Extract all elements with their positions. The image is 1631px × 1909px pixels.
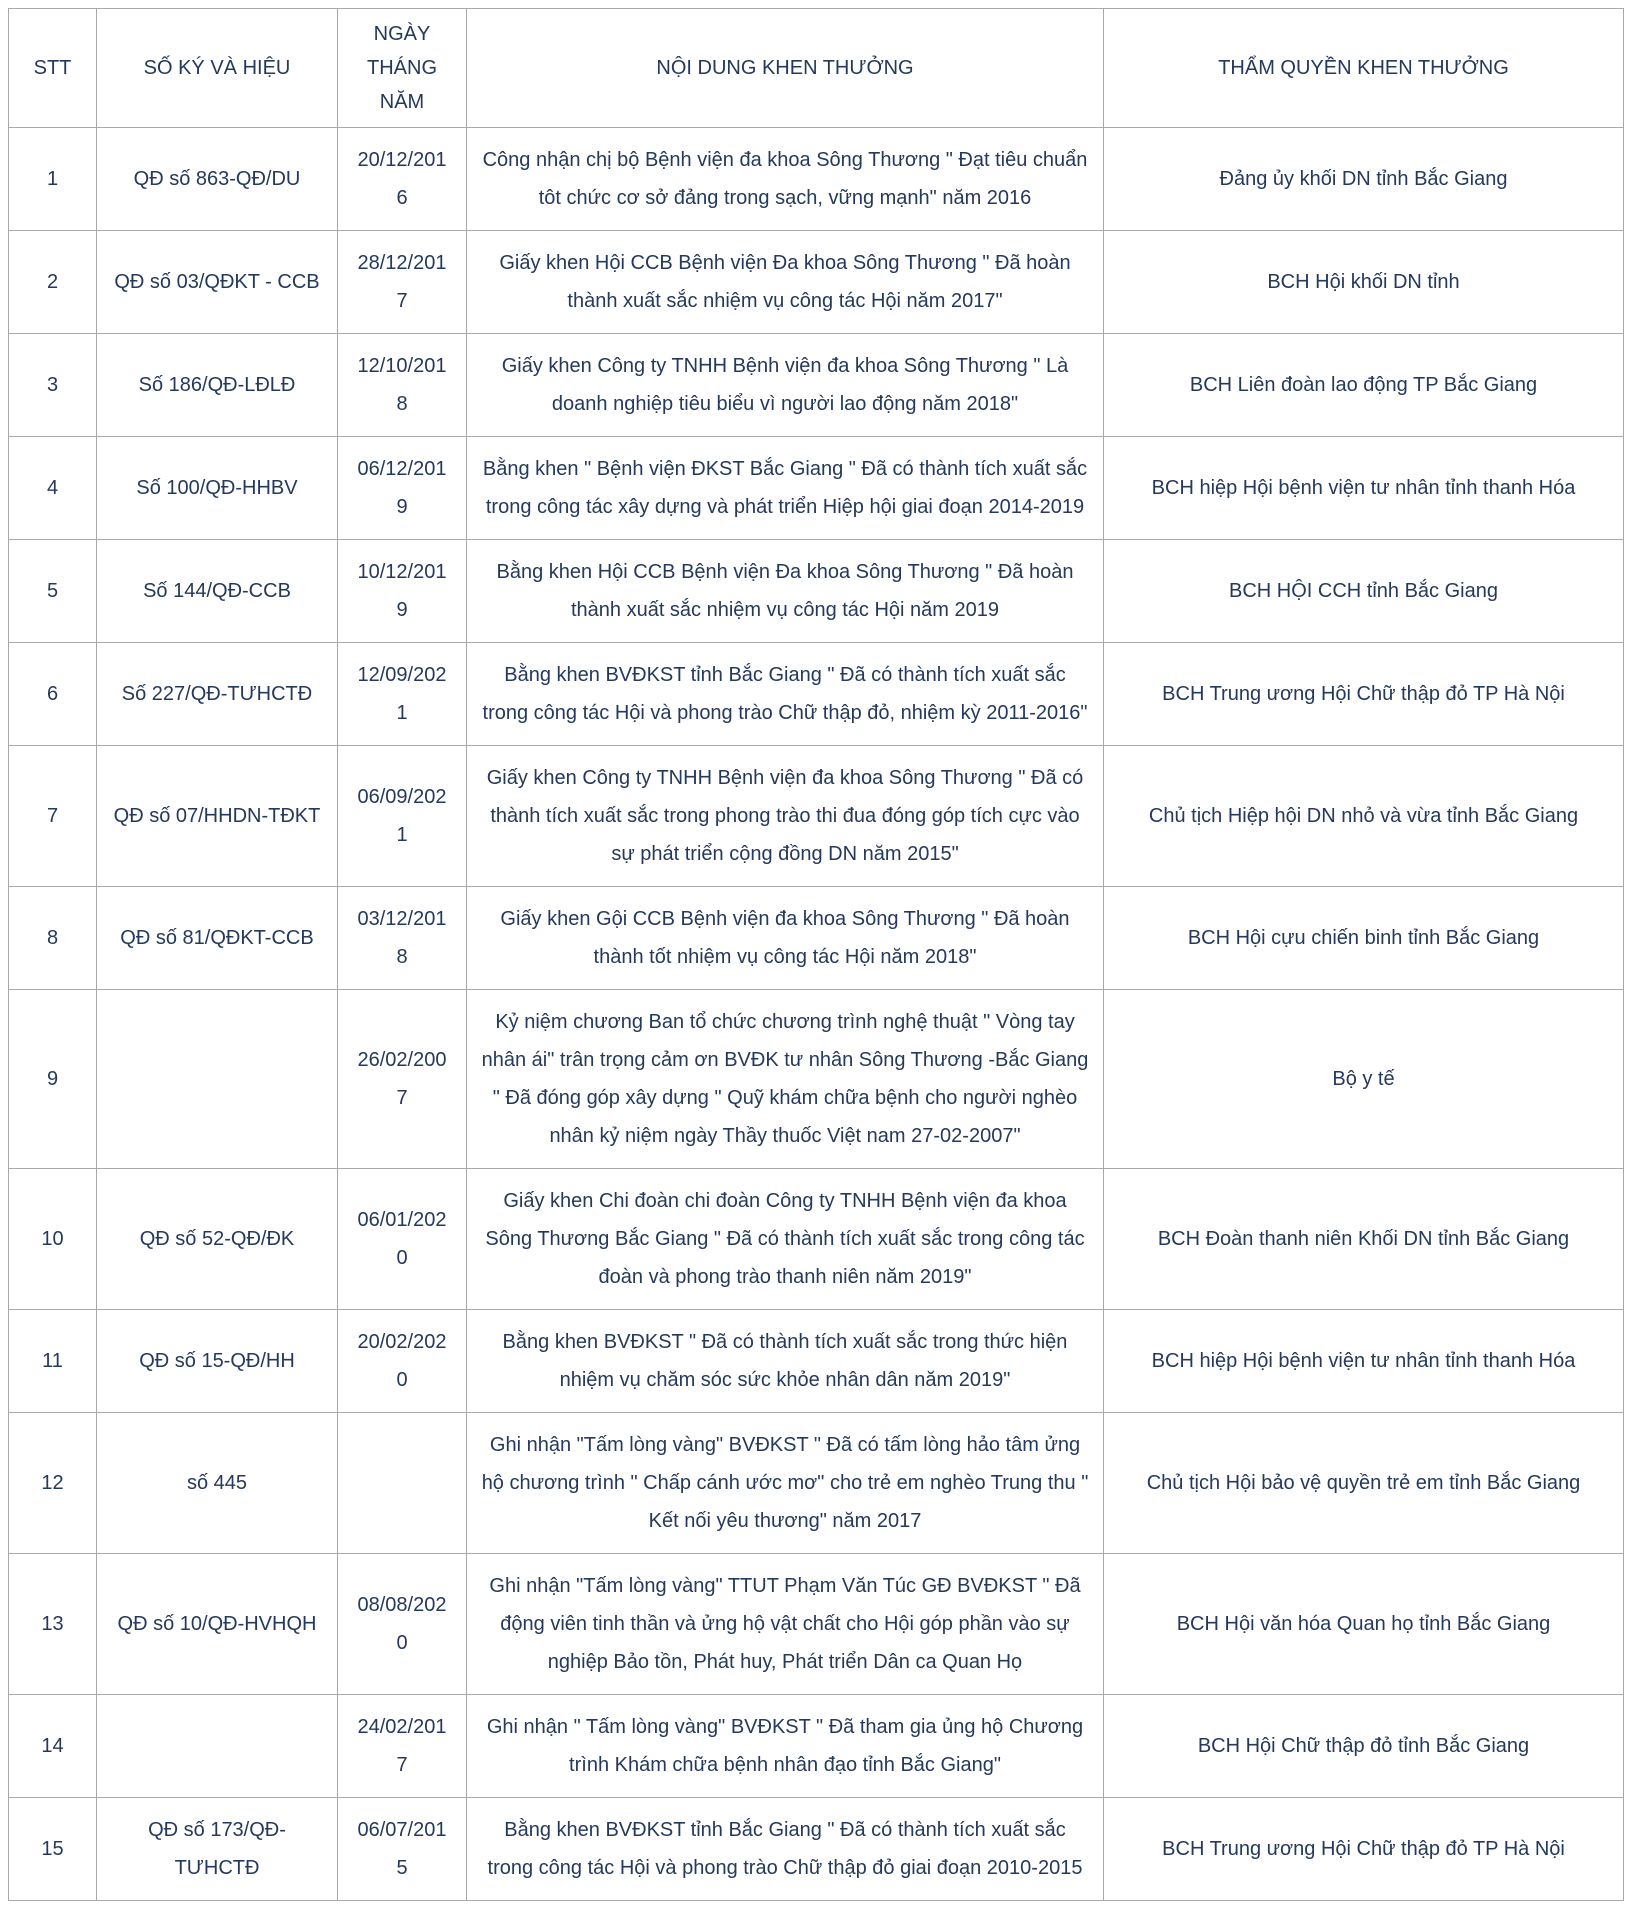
cell-so-ky-va-hieu: QĐ số 863-QĐ/DU	[97, 128, 338, 231]
cell-stt: 7	[9, 746, 97, 887]
cell-stt: 15	[9, 1798, 97, 1901]
cell-tham-quyen-khen-thuong: BCH Liên đoàn lao động TP Bắc Giang	[1104, 334, 1624, 437]
table-row	[9, 1310, 1624, 1413]
cell-stt: 9	[9, 990, 97, 1169]
table-row	[9, 128, 1624, 231]
table-row	[9, 437, 1624, 540]
table-header-row	[9, 9, 1624, 128]
cell-ngay-thang-nam: 03/12/2018	[338, 887, 467, 990]
cell-so-ky-va-hieu: QĐ số 03/QĐKT - CCB	[97, 231, 338, 334]
cell-so-ky-va-hieu: Số 100/QĐ-HHBV	[97, 437, 338, 540]
column-header-stt: STT	[9, 9, 97, 128]
cell-tham-quyen-khen-thuong: BCH Trung ương Hội Chữ thập đỏ TP Hà Nội	[1104, 1798, 1624, 1901]
table-row	[9, 540, 1624, 643]
cell-ngay-thang-nam: 12/10/2018	[338, 334, 467, 437]
cell-tham-quyen-khen-thuong: Bộ y tế	[1104, 990, 1624, 1169]
cell-ngay-thang-nam: 06/12/2019	[338, 437, 467, 540]
table-row	[9, 334, 1624, 437]
table-row	[9, 1413, 1624, 1554]
cell-so-ky-va-hieu: số 445	[97, 1413, 338, 1554]
cell-so-ky-va-hieu: Số 144/QĐ-CCB	[97, 540, 338, 643]
cell-tham-quyen-khen-thuong: Chủ tịch Hiệp hội DN nhỏ và vừa tỉnh Bắc Giang	[1104, 746, 1624, 887]
column-header-ngay-thang-nam: NGÀY THÁNG NĂM	[338, 9, 467, 128]
table-row	[9, 1798, 1624, 1901]
cell-noi-dung-khen-thuong: Giấy khen Công ty TNHH Bệnh viện đa khoa Sông Thương " Là doanh nghiệp tiêu biểu vì người lao động năm 2018"	[467, 334, 1104, 437]
cell-noi-dung-khen-thuong: Bằng khen Hội CCB Bệnh viện Đa khoa Sông Thương " Đã hoàn thành xuất sắc nhiệm vụ công tác Hội năm 2019	[467, 540, 1104, 643]
cell-ngay-thang-nam: 12/09/2021	[338, 643, 467, 746]
cell-noi-dung-khen-thuong: Bằng khen BVĐKST " Đã có thành tích xuất sắc trong thức hiện nhiệm vụ chăm sóc sức khỏe nhân dân năm 2019"	[467, 1310, 1104, 1413]
cell-ngay-thang-nam: 08/08/2020	[338, 1554, 467, 1695]
cell-noi-dung-khen-thuong: Bằng khen " Bệnh viện ĐKST Bắc Giang " Đã có thành tích xuất sắc trong công tác xây dựng và phát triển Hiệp hội giai đoạn 2014-2019	[467, 437, 1104, 540]
cell-stt: 4	[9, 437, 97, 540]
cell-stt: 13	[9, 1554, 97, 1695]
cell-stt: 12	[9, 1413, 97, 1554]
cell-noi-dung-khen-thuong: Bằng khen BVĐKST tỉnh Bắc Giang " Đã có thành tích xuất sắc trong công tác Hội và phong trào Chữ thập đỏ, nhiệm kỳ 2011-2016"	[467, 643, 1104, 746]
cell-so-ky-va-hieu: QĐ số 173/QĐ-TƯHCTĐ	[97, 1798, 338, 1901]
cell-so-ky-va-hieu: QĐ số 15-QĐ/HH	[97, 1310, 338, 1413]
cell-stt: 11	[9, 1310, 97, 1413]
cell-stt: 14	[9, 1695, 97, 1798]
cell-ngay-thang-nam: 06/07/2015	[338, 1798, 467, 1901]
cell-noi-dung-khen-thuong: Kỷ niệm chương Ban tổ chức chương trình nghệ thuật " Vòng tay nhân ái" trân trọng cảm ơn BVĐK tư nhân Sông Thương -Bắc Giang " Đã đóng góp xây dựng " Quỹ khám chữa bệnh cho người nghèo nhân kỷ niệm ngày Thầy thuốc Việt nam 27-02-2007"	[467, 990, 1104, 1169]
cell-stt: 8	[9, 887, 97, 990]
cell-ngay-thang-nam: 06/09/2021	[338, 746, 467, 887]
cell-tham-quyen-khen-thuong: BCH hiệp Hội bệnh viện tư nhân tỉnh thanh Hóa	[1104, 1310, 1624, 1413]
table-row	[9, 990, 1624, 1169]
column-header-tham-quyen-khen-thuong: THẨM QUYỀN KHEN THƯỞNG	[1104, 9, 1624, 128]
cell-ngay-thang-nam: 26/02/2007	[338, 990, 467, 1169]
cell-ngay-thang-nam: 20/02/2020	[338, 1310, 467, 1413]
cell-stt: 10	[9, 1169, 97, 1310]
cell-ngay-thang-nam: 06/01/2020	[338, 1169, 467, 1310]
cell-noi-dung-khen-thuong: Ghi nhận "Tấm lòng vàng" BVĐKST " Đã có tấm lòng hảo tâm ửng hộ chương trình " Chấp cánh ước mơ" cho trẻ em nghèo Trung thu " Kết nối yêu thương" năm 2017	[467, 1413, 1104, 1554]
cell-noi-dung-khen-thuong: Giấy khen Công ty TNHH Bệnh viện đa khoa Sông Thương " Đã có thành tích xuất sắc trong phong trào thi đua đóng góp tích cực vào sự phát triển cộng đồng DN năm 2015"	[467, 746, 1104, 887]
cell-tham-quyen-khen-thuong: BCH Hội Chữ thập đỏ tỉnh Bắc Giang	[1104, 1695, 1624, 1798]
column-header-noi-dung-khen-thuong: NỘI DUNG KHEN THƯỞNG	[467, 9, 1104, 128]
cell-tham-quyen-khen-thuong: BCH Hội văn hóa Quan họ tỉnh Bắc Giang	[1104, 1554, 1624, 1695]
table-row	[9, 1554, 1624, 1695]
cell-tham-quyen-khen-thuong: Đảng ủy khối DN tỉnh Bắc Giang	[1104, 128, 1624, 231]
cell-tham-quyen-khen-thuong: BCH Hội cựu chiến binh tỉnh Bắc Giang	[1104, 887, 1624, 990]
cell-so-ky-va-hieu	[97, 990, 338, 1169]
cell-tham-quyen-khen-thuong: BCH HỘI CCH tỉnh Bắc Giang	[1104, 540, 1624, 643]
cell-so-ky-va-hieu: QĐ số 81/QĐKT-CCB	[97, 887, 338, 990]
cell-ngay-thang-nam: 28/12/2017	[338, 231, 467, 334]
cell-noi-dung-khen-thuong: Ghi nhận " Tấm lòng vàng" BVĐKST " Đã tham gia ủng hộ Chương trình Khám chữa bệnh nhân đạo tỉnh Bắc Giang"	[467, 1695, 1104, 1798]
cell-noi-dung-khen-thuong: Giấy khen Gội CCB Bệnh viện đa khoa Sông Thương " Đã hoàn thành tốt nhiệm vụ công tác Hội năm 2018"	[467, 887, 1104, 990]
cell-stt: 3	[9, 334, 97, 437]
cell-tham-quyen-khen-thuong: BCH Đoàn thanh niên Khối DN tỉnh Bắc Giang	[1104, 1169, 1624, 1310]
cell-so-ky-va-hieu: QĐ số 52-QĐ/ĐK	[97, 1169, 338, 1310]
cell-ngay-thang-nam: 24/02/2017	[338, 1695, 467, 1798]
cell-noi-dung-khen-thuong: Công nhận chị bộ Bệnh viện đa khoa Sông Thương " Đạt tiêu chuẩn tôt chức cơ sở đảng trong sạch, vững mạnh" năm 2016	[467, 128, 1104, 231]
table-row	[9, 887, 1624, 990]
cell-tham-quyen-khen-thuong: BCH Hội khối DN tỉnh	[1104, 231, 1624, 334]
cell-ngay-thang-nam	[338, 1413, 467, 1554]
cell-ngay-thang-nam: 20/12/2016	[338, 128, 467, 231]
table-row	[9, 746, 1624, 887]
cell-so-ky-va-hieu: Số 227/QĐ-TƯHCTĐ	[97, 643, 338, 746]
cell-noi-dung-khen-thuong: Giấy khen Chi đoàn chi đoàn Công ty TNHH Bệnh viện đa khoa Sông Thương Bắc Giang " Đã có thành tích xuất sắc trong công tác đoàn và phong trào thanh niên năm 2019"	[467, 1169, 1104, 1310]
cell-stt: 2	[9, 231, 97, 334]
cell-tham-quyen-khen-thuong: BCH Trung ương Hội Chữ thập đỏ TP Hà Nội	[1104, 643, 1624, 746]
cell-stt: 1	[9, 128, 97, 231]
cell-noi-dung-khen-thuong: Bằng khen BVĐKST tỉnh Bắc Giang " Đã có thành tích xuất sắc trong công tác Hội và phong trào Chữ thập đỏ giai đoạn 2010-2015	[467, 1798, 1104, 1901]
awards-table	[8, 8, 1624, 1901]
cell-so-ky-va-hieu	[97, 1695, 338, 1798]
table-row	[9, 1169, 1624, 1310]
cell-stt: 5	[9, 540, 97, 643]
cell-tham-quyen-khen-thuong: Chủ tịch Hội bảo vệ quyền trẻ em tỉnh Bắc Giang	[1104, 1413, 1624, 1554]
cell-so-ky-va-hieu: QĐ số 10/QĐ-HVHQH	[97, 1554, 338, 1695]
cell-noi-dung-khen-thuong: Ghi nhận "Tấm lòng vàng" TTUT Phạm Văn Túc GĐ BVĐKST " Đã động viên tinh thần và ửng hộ vật chất cho Hội góp phần vào sự nghiệp Bảo tồn, Phát huy, Phát triển Dân ca Quan Họ	[467, 1554, 1104, 1695]
table-row	[9, 231, 1624, 334]
cell-noi-dung-khen-thuong: Giấy khen Hội CCB Bệnh viện Đa khoa Sông Thương " Đã hoàn thành xuất sắc nhiệm vụ công tác Hội năm 2017"	[467, 231, 1104, 334]
cell-so-ky-va-hieu: QĐ số 07/HHDN-TĐKT	[97, 746, 338, 887]
cell-tham-quyen-khen-thuong: BCH hiệp Hội bệnh viện tư nhân tỉnh thanh Hóa	[1104, 437, 1624, 540]
cell-so-ky-va-hieu: Số 186/QĐ-LĐLĐ	[97, 334, 338, 437]
column-header-so-ky-va-hieu: SỐ KÝ VÀ HIỆU	[97, 9, 338, 128]
cell-stt: 6	[9, 643, 97, 746]
table-row	[9, 643, 1624, 746]
cell-ngay-thang-nam: 10/12/2019	[338, 540, 467, 643]
table-row	[9, 1695, 1624, 1798]
